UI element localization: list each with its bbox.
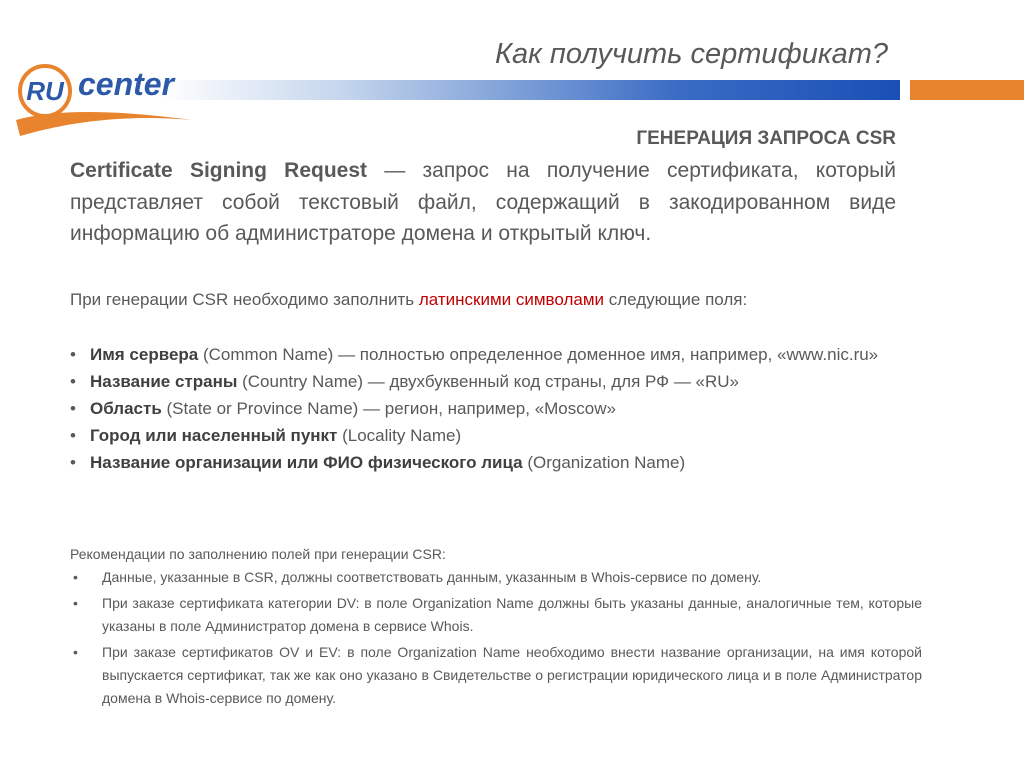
recommendations-list <box>70 566 922 713</box>
field-desc: (Common Name) — полностью определенное доменное имя, например, «www.nic.ru» <box>198 345 879 364</box>
header-gradient-bar <box>160 80 900 100</box>
list-item <box>70 449 922 476</box>
list-item <box>70 368 922 395</box>
field-desc: (Organization Name) <box>522 453 686 472</box>
section-heading: ГЕНЕРАЦИЯ ЗАПРОСА CSR <box>636 128 896 149</box>
list-item <box>70 422 922 449</box>
logo-text: center <box>78 66 175 102</box>
lead-highlight: латинскими символами <box>418 290 605 309</box>
lead-after: следующие поля: <box>604 290 748 309</box>
field-name: Название страны <box>90 372 238 391</box>
ru-center-logo <box>12 58 212 142</box>
fields-lead <box>70 288 910 312</box>
recommendations-title: Рекомендации по заполнению полей при генерации CSR: <box>70 546 446 562</box>
field-name: Город или населенный пункт <box>90 426 338 445</box>
list-item: • При заказе сертификатов OV и EV: в поле Organization Name необходимо внести название организации, на имя которой выпускается сертификат, так же как оно указано в Свидетельстве о регистрации юридического лица и в поле Администратор домена в Whois-сервисе по домену. <box>70 641 922 710</box>
intro-paragraph <box>70 155 896 250</box>
list-item <box>70 341 922 368</box>
field-name: Область <box>90 399 162 418</box>
logo-ru-badge: RU <box>18 64 72 118</box>
intro-text: — запрос на получение сертификата, который представляет собой текстовый файл, содержащий в закодированном виде информацию об администраторе домена и открытый ключ. <box>70 159 896 245</box>
fields-list <box>70 341 922 476</box>
field-name: Название организации или ФИО физического лица <box>90 453 523 472</box>
lead-before: При генерации CSR необходимо заполнить <box>70 290 419 309</box>
list-item: • При заказе сертификата категории DV: в поле Organization Name должны быть указаны данные, аналогичные тем, которые указаны в поле Администратор домена в сервисе Whois. <box>70 592 922 638</box>
list-item: • Данные, указанные в CSR, должны соответствовать данным, указанным в Whois-сервисе по домену. <box>70 566 922 589</box>
page-title: Как получить сертификат? <box>494 38 888 70</box>
intro-term: Certificate Signing Request <box>70 159 368 182</box>
field-desc: (Country Name) — двухбуквенный код страны, для РФ — «RU» <box>237 372 740 391</box>
field-desc: (State or Province Name) — регион, например, «Moscow» <box>161 399 616 418</box>
header-orange-bar <box>910 80 1024 100</box>
field-desc: (Locality Name) <box>337 426 462 445</box>
list-item <box>70 395 922 422</box>
field-name: Имя сервера <box>90 345 199 364</box>
